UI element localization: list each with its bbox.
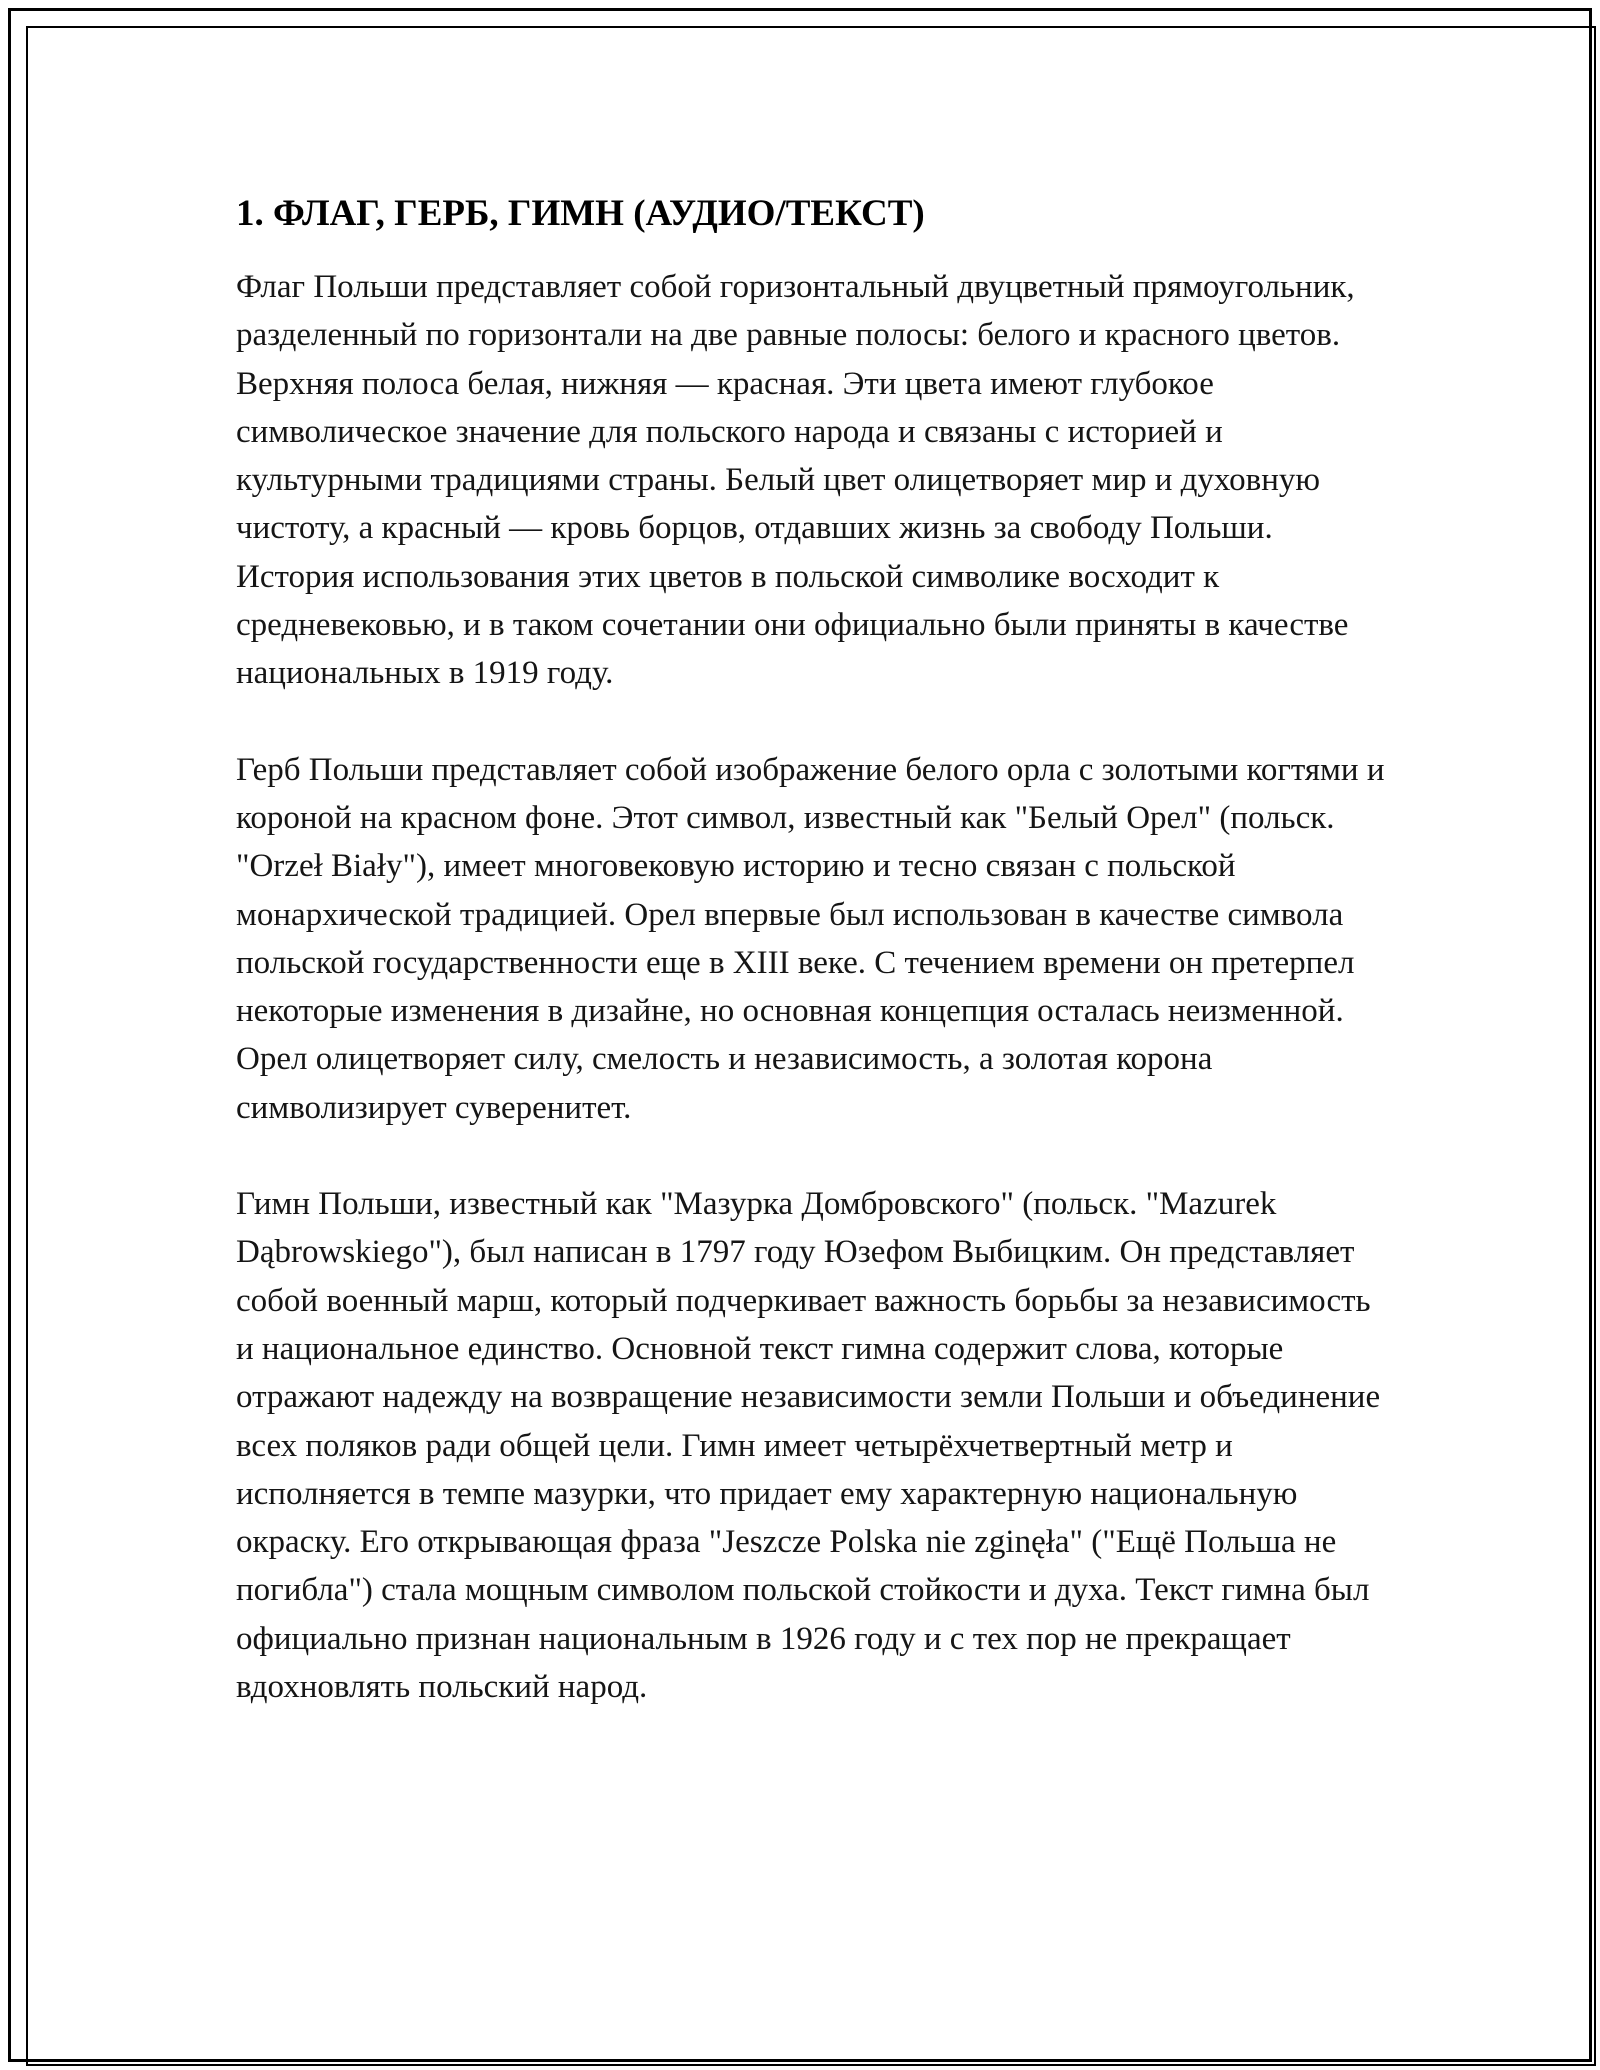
section-title: 1. ФЛАГ, ГЕРБ, ГИМН (АУДИО/ТЕКСТ) bbox=[236, 193, 925, 234]
paragraph-anthem: Гимн Польши, известный как "Мазурка Домбровского" (польск. "Mazurek Dąbrowskiego"), был написан в 1797 году Юзефом Выбицким. Он представляет собой военный марш, который подчеркивает важность борьбы за независимость и национальное единство. Основной текст гимна содержит слова, которые отражают надежду на возвращение независимости земли Польши и объединение всех поляков ради общей цели. Гимн имеет четырёхчетвертный метр и исполняется в темпе мазурки, что придает ему характерную национальную окраску. Его открывающая фраза "Jeszcze Polska nie zginęła" ("Ещё Польша не погибла") стала мощным символом польской стойкости и духа. Текст гимна был официально признан национальным в 1926 году и с тех пор не прекращает вдохновлять польский народ. bbox=[236, 1186, 1381, 1706]
document-body bbox=[236, 185, 1386, 1759]
paragraph-coat-of-arms: Герб Польши представляет собой изображение белого орла с золотыми когтями и короной на красном фоне. Этот символ, известный как "Белый Орел" (польск. "Orzeł Biały"), имеет многовековую историю и тесно связан с польской монархической традицией. Орел впервые был использован в качестве символа польской государственности еще в XIII веке. С течением времени он претерпел некоторые изменения в дизайне, но основная концепция осталась неизменной. Орел олицетворяет силу, смелость и независимость, а золотая корона символизирует суверенитет. bbox=[236, 751, 1385, 1126]
paragraph-flag: Флаг Польши представляет собой горизонтальный двуцветный прямоугольник, разделенный по горизонтали на две равные полосы: белого и красного цветов. Верхняя полоса белая, нижняя — красная. Эти цвета имеют глубокое символическое значение для польского народа и связаны с историей и культурными традициями страны. Белый цвет олицетворяет мир и духовную чистоту, а красный — кровь борцов, отдавших жизнь за свободу Польши. История использования этих цветов в польской символике восходит к средневековью, и в таком сочетании они официально были приняты в качестве национальных в 1919 году. bbox=[236, 269, 1355, 692]
